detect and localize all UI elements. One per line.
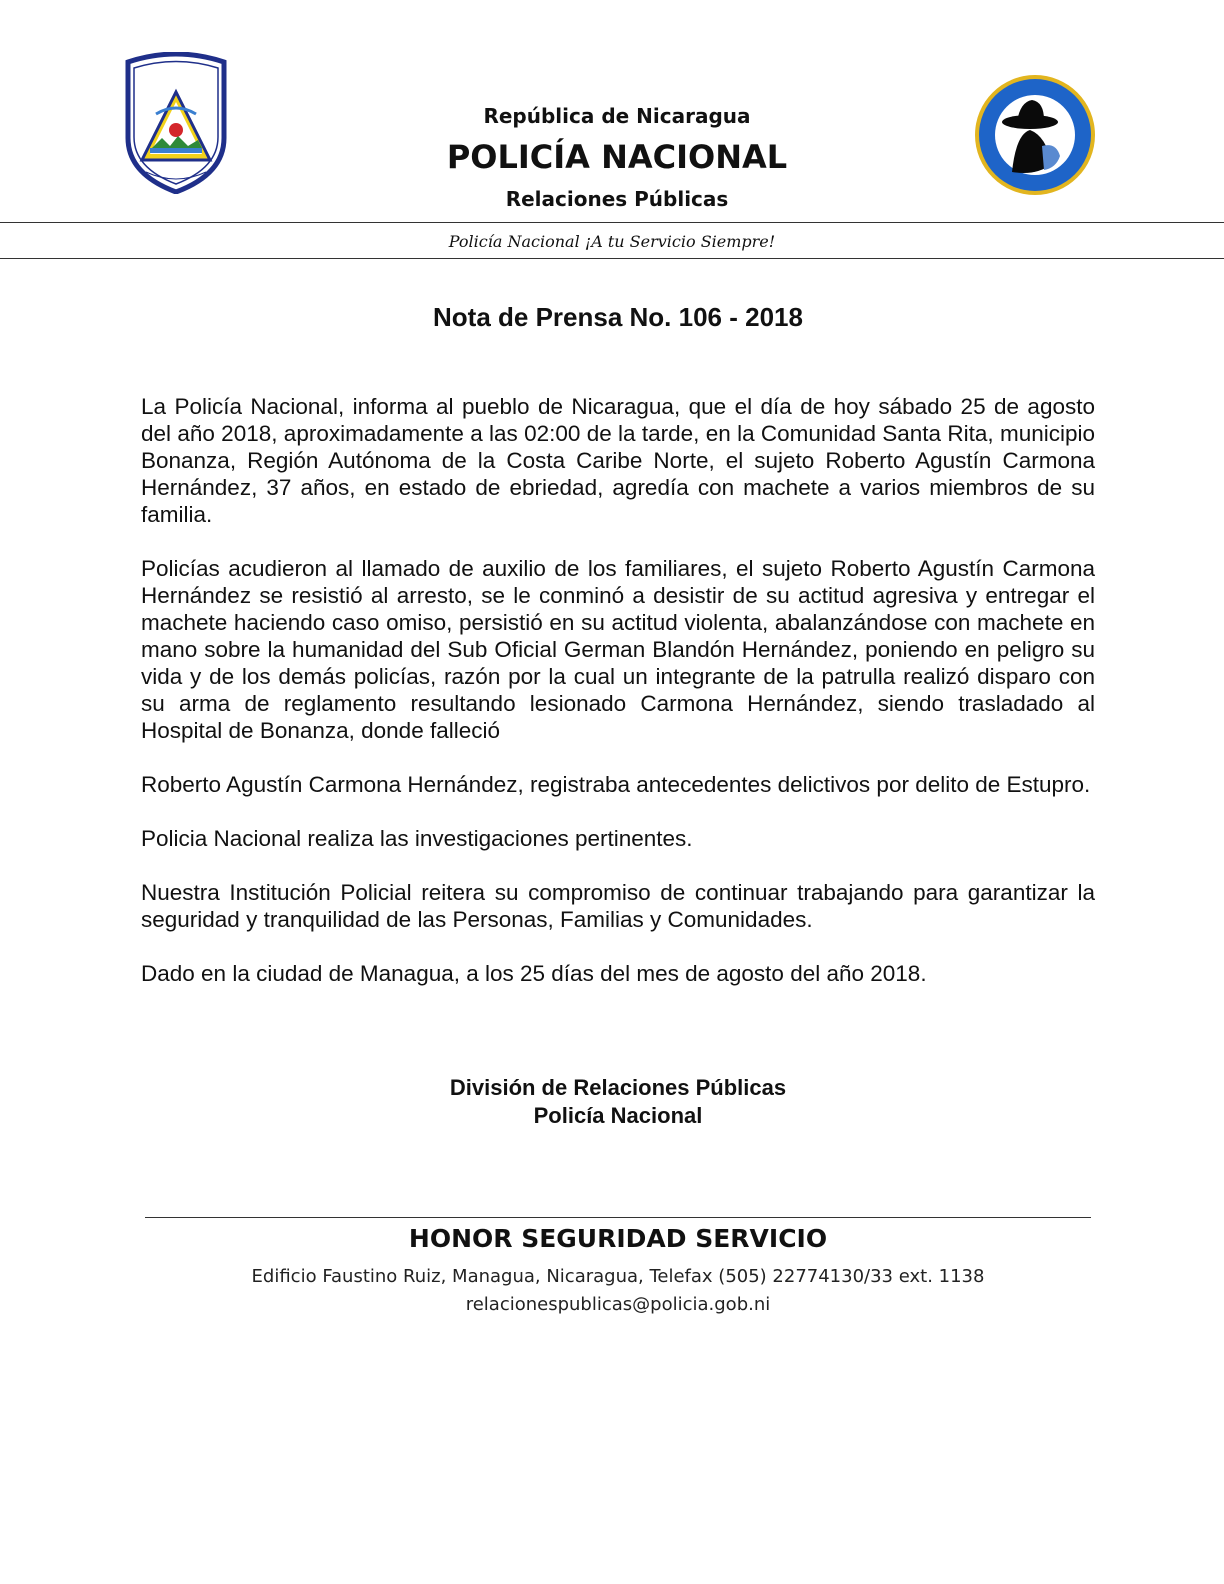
footer-motto: HONOR SEGURIDAD SERVICIO [408,1224,828,1253]
paragraph: Policías acudieron al llamado de auxilio de los familiares, el sujeto Roberto Agustín Carmona Hernández se resistió al arresto, se le conminó a desistir de su actitud agresiva y entregar el machete haciendo caso omiso, persistió en su actitud violenta, abalanzándose con machete en mano sobre la humanidad del Sub Oficial German Blandón Hernández, poniendo en peligro su vida y de los demás policías, razón por la cual un integrante de la patrulla realizó disparo con su arma de reglamento resultando lesionado Carmona Hernández, siendo trasladado al Hospital de Bonanza, donde falleció [141,556,1095,743]
header-divider-top [0,222,1224,223]
sandino-seal-logo [972,72,1098,198]
header-motto: Policía Nacional ¡A tu Servicio Siempre! [448,232,776,251]
paragraph: Dado en la ciudad de Managua, a los 25 días del mes de agosto del año 2018. [141,961,927,986]
footer-contact [0,1263,1224,1319]
footer-divider [145,1217,1091,1218]
paragraph: Nuestra Institución Policial reitera su compromiso de continuar trabajando para garantizar la seguridad y tranquilidad de las Personas, Familias y Comunidades. [141,880,1095,932]
paragraph: La Policía Nacional, informa al pueblo de Nicaragua, que el día de hoy sábado 25 de agosto del año 2018, aproximadamente a las 02:00 de la tarde, en la Comunidad Santa Rita, municipio Bonanza, Región Autónoma de la Costa Caribe Norte, el sujeto Roberto Agustín Carmona Hernández, 37 años, en estado de ebriedad, agredía con machete a varios miembros de su familia. [141,394,1095,527]
footer-email: relacionespublicas@policia.gob.ni [465,1294,771,1315]
header-institution: POLICÍA NACIONAL [446,138,788,176]
signature-institution: Policía Nacional [533,1103,703,1128]
signature-division: División de Relaciones Públicas [449,1075,787,1100]
header-republic: República de Nicaragua [483,104,751,128]
header-divider-bottom [0,258,1224,259]
signature-block [0,1074,1224,1130]
press-release-title: Nota de Prensa No. 106 - 2018 [433,302,803,332]
footer-address: Edificio Faustino Ruiz, Managua, Nicaragua, Telefax (505) 22774130/33 ext. 1138 [251,1266,985,1287]
header-department: Relaciones Públicas [505,187,729,211]
paragraph: Roberto Agustín Carmona Hernández, registraba antecedentes delictivos por delito de Estupro. [141,772,1091,797]
paragraph: Policia Nacional realiza las investigaciones pertinentes. [141,826,693,851]
press-release-body [141,393,1095,987]
